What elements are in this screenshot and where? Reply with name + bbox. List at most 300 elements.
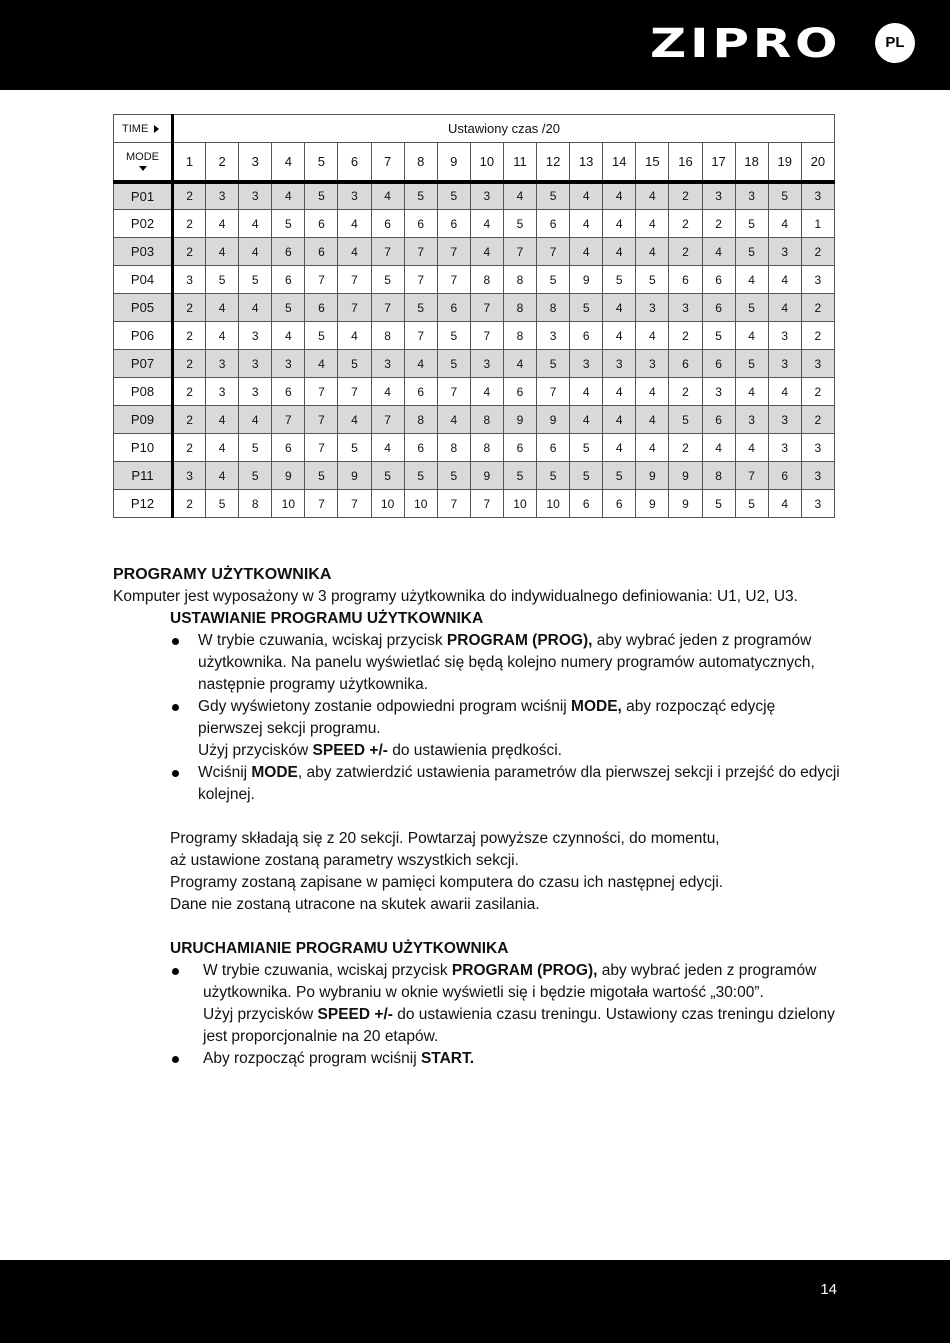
- table-cell: 9: [570, 266, 603, 294]
- caret-down-icon: [139, 166, 147, 171]
- table-cell: 8: [503, 322, 536, 350]
- table-cell: 2: [173, 322, 206, 350]
- time-header: TIME: [114, 115, 173, 143]
- table-cell: 9: [272, 462, 305, 490]
- column-header: 11: [503, 143, 536, 182]
- zipro-logo: ZIPRO: [650, 21, 842, 67]
- table-cell: 5: [702, 322, 735, 350]
- table-row: [114, 322, 835, 350]
- program-label: P01: [114, 182, 173, 210]
- table-cell: 4: [636, 210, 669, 238]
- table-cell: 2: [702, 210, 735, 238]
- table-cell: 4: [239, 210, 272, 238]
- setup-steps: [170, 630, 843, 806]
- table-cell: 4: [570, 210, 603, 238]
- table-cell: 6: [272, 266, 305, 294]
- table-cell: 2: [173, 238, 206, 266]
- table-cell: 4: [338, 406, 371, 434]
- table-cell: 10: [503, 490, 536, 518]
- table-cell: 7: [305, 490, 338, 518]
- table-cell: 6: [570, 322, 603, 350]
- table-cell: 4: [603, 238, 636, 266]
- mode-header: MODE: [114, 143, 173, 182]
- table-cell: 5: [404, 182, 437, 210]
- table-cell: 3: [801, 490, 834, 518]
- table-cell: 2: [173, 294, 206, 322]
- paragraph-line: Programy zostaną zapisane w pamięci komputera do czasu ich następnej edycji.: [170, 874, 724, 891]
- table-cell: 4: [636, 322, 669, 350]
- table-cell: 5: [338, 434, 371, 462]
- table-cell: 2: [669, 322, 702, 350]
- table-cell: 4: [603, 322, 636, 350]
- table-cell: 4: [570, 238, 603, 266]
- program-label: P10: [114, 434, 173, 462]
- table-row: [114, 490, 835, 518]
- table-cell: 5: [305, 322, 338, 350]
- program-label: P07: [114, 350, 173, 378]
- table-cell: 3: [470, 182, 503, 210]
- table-cell: 8: [503, 294, 536, 322]
- table-cell: 4: [603, 434, 636, 462]
- table-cell: 7: [437, 490, 470, 518]
- caret-right-icon: [154, 125, 159, 133]
- table-cell: 7: [503, 238, 536, 266]
- table-cell: 6: [305, 238, 338, 266]
- table-cell: 3: [470, 350, 503, 378]
- column-header: 16: [669, 143, 702, 182]
- run-steps: [170, 960, 843, 1070]
- program-label: P04: [114, 266, 173, 294]
- table-cell: 8: [503, 266, 536, 294]
- table-cell: 4: [603, 378, 636, 406]
- table-cell: 2: [801, 322, 834, 350]
- table-cell: 8: [239, 490, 272, 518]
- table-cell: 3: [206, 182, 239, 210]
- table-row: [114, 182, 835, 210]
- program-label: P08: [114, 378, 173, 406]
- column-header: 2: [206, 143, 239, 182]
- table-cell: 7: [338, 294, 371, 322]
- table-cell: 6: [305, 210, 338, 238]
- table-cell: 5: [503, 210, 536, 238]
- table-cell: 5: [338, 350, 371, 378]
- table-cell: 5: [404, 462, 437, 490]
- table-cell: 5: [735, 350, 768, 378]
- column-header: 18: [735, 143, 768, 182]
- table-cell: 9: [537, 406, 570, 434]
- table-cell: 3: [272, 350, 305, 378]
- table-cell: 6: [371, 210, 404, 238]
- list-item: Aby rozpocząć program wciśnij START.: [170, 1048, 843, 1070]
- table-cell: 5: [305, 462, 338, 490]
- paragraph-line: aż ustawione zostaną parametry wszystkich sekcji.: [170, 852, 519, 869]
- table-cell: 3: [603, 350, 636, 378]
- table-cell: 4: [437, 406, 470, 434]
- column-header: 6: [338, 143, 371, 182]
- table-cell: 5: [735, 238, 768, 266]
- table-cell: 4: [272, 182, 305, 210]
- table-row: [114, 434, 835, 462]
- table-row: [114, 266, 835, 294]
- table-cell: 3: [338, 182, 371, 210]
- column-header: 19: [768, 143, 801, 182]
- program-label: P06: [114, 322, 173, 350]
- column-header: 8: [404, 143, 437, 182]
- table-cell: 7: [470, 322, 503, 350]
- table-cell: 3: [570, 350, 603, 378]
- program-label: P11: [114, 462, 173, 490]
- table-cell: 6: [669, 350, 702, 378]
- table-cell: 2: [173, 378, 206, 406]
- table-cell: 9: [636, 462, 669, 490]
- table-cell: 7: [305, 378, 338, 406]
- table-row: [114, 350, 835, 378]
- table-cell: 4: [272, 322, 305, 350]
- table-cell: 3: [669, 294, 702, 322]
- table-cell: 5: [570, 462, 603, 490]
- table-cell: 6: [503, 434, 536, 462]
- table-cell: 4: [206, 238, 239, 266]
- table-cell: 5: [272, 210, 305, 238]
- table-cell: 4: [603, 294, 636, 322]
- list-item: W trybie czuwania, wciskaj przycisk PROGRAM (PROG), aby wybrać jeden z programów użytkownika. Na panelu wyświetlać się będą kolejno numery programów automatycznych, następnie programy użytkownika.: [170, 630, 843, 696]
- list-item: Gdy wyświetony zostanie odpowiedni program wciśnij MODE, aby rozpocząć edycję pierwszej sekcji programu. Użyj przycisków SPEED +/- do ustawienia prędkości.: [170, 696, 843, 762]
- program-label: P12: [114, 490, 173, 518]
- table-row: [114, 294, 835, 322]
- table-cell: 5: [537, 350, 570, 378]
- table-cell: 3: [371, 350, 404, 378]
- table-cell: 3: [735, 406, 768, 434]
- table-cell: 6: [305, 294, 338, 322]
- paragraph-line: Dane nie zostaną utracone na skutek awarii zasilania.: [170, 896, 540, 913]
- setup-subtitle: USTAWIANIE PROGRAMU UŻYTKOWNIKA: [170, 610, 484, 627]
- table-cell: 4: [206, 406, 239, 434]
- table-cell: 6: [768, 462, 801, 490]
- table-cell: 4: [636, 434, 669, 462]
- table-cell: 4: [206, 210, 239, 238]
- table-row: [114, 378, 835, 406]
- table-cell: 2: [669, 182, 702, 210]
- language-badge: PL: [875, 23, 915, 63]
- table-cell: 4: [503, 182, 536, 210]
- table-cell: 9: [669, 490, 702, 518]
- table-cell: 5: [272, 294, 305, 322]
- table-cell: 2: [173, 434, 206, 462]
- table-cell: 7: [537, 238, 570, 266]
- table-cell: 4: [371, 434, 404, 462]
- table-cell: 4: [239, 406, 272, 434]
- section-title: PROGRAMY UŻYTKOWNIKA: [113, 566, 332, 583]
- program-label: P03: [114, 238, 173, 266]
- table-cell: 3: [702, 182, 735, 210]
- table-cell: 3: [636, 294, 669, 322]
- table-cell: 5: [537, 182, 570, 210]
- table-cell: 2: [801, 238, 834, 266]
- table-cell: 5: [570, 434, 603, 462]
- table-cell: 8: [371, 322, 404, 350]
- table-cell: 4: [470, 210, 503, 238]
- table-cell: 6: [272, 434, 305, 462]
- table-cell: 4: [636, 182, 669, 210]
- column-header: 3: [239, 143, 272, 182]
- table-cell: 4: [768, 490, 801, 518]
- table-cell: 8: [404, 406, 437, 434]
- table-cell: 6: [437, 210, 470, 238]
- table-cell: 5: [669, 406, 702, 434]
- table-cell: 6: [669, 266, 702, 294]
- table-cell: 2: [801, 294, 834, 322]
- column-header: 5: [305, 143, 338, 182]
- table-cell: 7: [404, 266, 437, 294]
- table-cell: 5: [702, 490, 735, 518]
- table-cell: 1: [801, 210, 834, 238]
- table-cell: 2: [669, 378, 702, 406]
- table-cell: 4: [768, 266, 801, 294]
- table-cell: 8: [470, 406, 503, 434]
- table-cell: 4: [338, 210, 371, 238]
- table-cell: 3: [173, 266, 206, 294]
- table-cell: 5: [735, 210, 768, 238]
- table-cell: 7: [371, 294, 404, 322]
- table-cell: 3: [206, 350, 239, 378]
- table-cell: 4: [570, 406, 603, 434]
- table-cell: 5: [735, 490, 768, 518]
- table-cell: 5: [537, 462, 570, 490]
- table-cell: 5: [437, 350, 470, 378]
- table-cell: 7: [305, 434, 338, 462]
- table-cell: 5: [206, 490, 239, 518]
- column-header: 1: [173, 143, 206, 182]
- table-cell: 9: [503, 406, 536, 434]
- table-cell: 3: [735, 182, 768, 210]
- table-cell: 6: [404, 378, 437, 406]
- table-cell: 6: [404, 434, 437, 462]
- table-cell: 3: [702, 378, 735, 406]
- table-cell: 5: [437, 462, 470, 490]
- table-cell: 9: [470, 462, 503, 490]
- table-cell: 5: [537, 266, 570, 294]
- table-cell: 8: [537, 294, 570, 322]
- table-cell: 5: [735, 294, 768, 322]
- program-label: P09: [114, 406, 173, 434]
- table-cell: 6: [537, 210, 570, 238]
- user-programs-section: [113, 564, 843, 1070]
- table-cell: 4: [735, 322, 768, 350]
- table-cell: 2: [173, 350, 206, 378]
- table-cell: 2: [669, 434, 702, 462]
- column-header: 12: [537, 143, 570, 182]
- table-cell: 4: [570, 378, 603, 406]
- table-cell: 7: [272, 406, 305, 434]
- table-cell: 9: [669, 462, 702, 490]
- table-cell: 2: [669, 210, 702, 238]
- table-cell: 5: [636, 266, 669, 294]
- table-cell: 6: [437, 294, 470, 322]
- table-cell: 4: [239, 238, 272, 266]
- table-cell: 7: [404, 238, 437, 266]
- program-speed-table: [113, 114, 835, 518]
- table-cell: 9: [636, 490, 669, 518]
- run-subtitle: URUCHAMIANIE PROGRAMU UŻYTKOWNIKA: [170, 940, 509, 957]
- table-cell: 5: [206, 266, 239, 294]
- table-row: [114, 462, 835, 490]
- column-header: 7: [371, 143, 404, 182]
- table-cell: 5: [371, 462, 404, 490]
- column-header: 4: [272, 143, 305, 182]
- table-cell: 7: [437, 266, 470, 294]
- table-cell: 3: [801, 350, 834, 378]
- table-cell: 4: [239, 294, 272, 322]
- table-cell: 5: [239, 434, 272, 462]
- table-cell: 8: [470, 266, 503, 294]
- table-cell: 4: [570, 182, 603, 210]
- table-cell: 3: [801, 266, 834, 294]
- table-cell: 8: [470, 434, 503, 462]
- table-cell: 6: [404, 210, 437, 238]
- table-cell: 10: [371, 490, 404, 518]
- table-cell: 10: [272, 490, 305, 518]
- table-cell: 7: [437, 378, 470, 406]
- table-cell: 4: [735, 266, 768, 294]
- table-cell: 6: [570, 490, 603, 518]
- table-cell: 4: [338, 238, 371, 266]
- table-cell: 4: [768, 294, 801, 322]
- table-cell: 3: [801, 434, 834, 462]
- column-header: 13: [570, 143, 603, 182]
- table-cell: 4: [206, 434, 239, 462]
- table-cell: 5: [503, 462, 536, 490]
- table-cell: 6: [702, 294, 735, 322]
- table-cell: 7: [338, 490, 371, 518]
- table-cell: 2: [669, 238, 702, 266]
- column-header: 14: [603, 143, 636, 182]
- table-cell: 4: [206, 294, 239, 322]
- table-cell: 9: [338, 462, 371, 490]
- table-cell: 3: [206, 378, 239, 406]
- table-cell: 2: [801, 378, 834, 406]
- table-cell: 4: [603, 406, 636, 434]
- table-cell: 4: [338, 322, 371, 350]
- table-cell: 4: [305, 350, 338, 378]
- table-cell: 7: [305, 266, 338, 294]
- table-cell: 4: [735, 378, 768, 406]
- page-footer: [0, 1260, 950, 1343]
- table-cell: 2: [173, 210, 206, 238]
- table-cell: 4: [636, 378, 669, 406]
- table-cell: 3: [239, 322, 272, 350]
- table-cell: 3: [801, 182, 834, 210]
- table-cell: 3: [537, 322, 570, 350]
- table-cell: 4: [768, 210, 801, 238]
- table-cell: 3: [801, 462, 834, 490]
- table-cell: 2: [173, 490, 206, 518]
- table-cell: 3: [768, 350, 801, 378]
- table-cell: 4: [735, 434, 768, 462]
- table-cell: 6: [702, 266, 735, 294]
- table-cell: 2: [173, 406, 206, 434]
- table-cell: 6: [702, 350, 735, 378]
- table-cell: 5: [437, 182, 470, 210]
- table-row: [114, 238, 835, 266]
- column-header: 20: [801, 143, 834, 182]
- table-cell: 3: [768, 322, 801, 350]
- table-cell: 4: [603, 182, 636, 210]
- table-cell: 4: [470, 378, 503, 406]
- table-cell: 6: [503, 378, 536, 406]
- table-cell: 4: [371, 378, 404, 406]
- table-cell: 8: [437, 434, 470, 462]
- table-cell: 4: [404, 350, 437, 378]
- table-cell: 5: [437, 322, 470, 350]
- table-cell: 4: [206, 462, 239, 490]
- table-cell: 6: [537, 434, 570, 462]
- table-cell: 8: [702, 462, 735, 490]
- table-cell: 7: [338, 378, 371, 406]
- section-intro: Komputer jest wyposażony w 3 programy użytkownika do indywidualnego definiowania: U1, U2, U3.: [113, 588, 798, 605]
- table-cell: 7: [305, 406, 338, 434]
- program-label: P02: [114, 210, 173, 238]
- table-cell: 7: [470, 490, 503, 518]
- table-cell: 2: [173, 182, 206, 210]
- list-item: W trybie czuwania, wciskaj przycisk PROGRAM (PROG), aby wybrać jeden z programów użytkownika. Po wybraniu w oknie wyświetli się i będzie migotała wartość „30:00”. Użyj przycisków SPEED +/- do ustawienia czasu treningu. Ustawiony czas treningu dzielony jest proporcjonalnie na 20 etapów.: [170, 960, 843, 1048]
- table-cell: 4: [470, 238, 503, 266]
- column-header: 17: [702, 143, 735, 182]
- table-cell: 5: [570, 294, 603, 322]
- page-number: 14: [820, 1281, 837, 1298]
- set-time-header: Ustawiony czas /20: [173, 115, 835, 143]
- page-header: [0, 0, 950, 90]
- column-header: 15: [636, 143, 669, 182]
- table-row: [114, 406, 835, 434]
- list-item: Wciśnij MODE, aby zatwierdzić ustawienia parametrów dla pierwszej sekcji i przejść do edycji kolejnej.: [170, 762, 843, 806]
- table-cell: 10: [537, 490, 570, 518]
- table-row: [114, 210, 835, 238]
- table-cell: 3: [636, 350, 669, 378]
- table-cell: 4: [636, 238, 669, 266]
- table-cell: 10: [404, 490, 437, 518]
- table-cell: 7: [537, 378, 570, 406]
- table-cell: 4: [768, 378, 801, 406]
- table-cell: 5: [768, 182, 801, 210]
- column-header: 10: [470, 143, 503, 182]
- table-cell: 7: [338, 266, 371, 294]
- table-cell: 7: [470, 294, 503, 322]
- table-cell: 5: [371, 266, 404, 294]
- table-cell: 4: [206, 322, 239, 350]
- table-cell: 3: [768, 238, 801, 266]
- column-header: 9: [437, 143, 470, 182]
- table-cell: 7: [371, 406, 404, 434]
- table-cell: 3: [239, 182, 272, 210]
- table-cell: 3: [768, 406, 801, 434]
- table-cell: 4: [702, 434, 735, 462]
- table-cell: 4: [503, 350, 536, 378]
- table-cell: 3: [768, 434, 801, 462]
- table-cell: 5: [603, 266, 636, 294]
- table-cell: 4: [603, 210, 636, 238]
- table-cell: 5: [239, 462, 272, 490]
- table-cell: 7: [404, 322, 437, 350]
- table-cell: 4: [636, 406, 669, 434]
- table-cell: 6: [272, 238, 305, 266]
- table-cell: 3: [239, 378, 272, 406]
- table-cell: 7: [735, 462, 768, 490]
- table-cell: 7: [371, 238, 404, 266]
- table-cell: 5: [404, 294, 437, 322]
- paragraph-line: Programy składają się z 20 sekcji. Powtarzaj powyższe czynności, do momentu,: [170, 830, 720, 847]
- table-cell: 5: [239, 266, 272, 294]
- table-cell: 3: [239, 350, 272, 378]
